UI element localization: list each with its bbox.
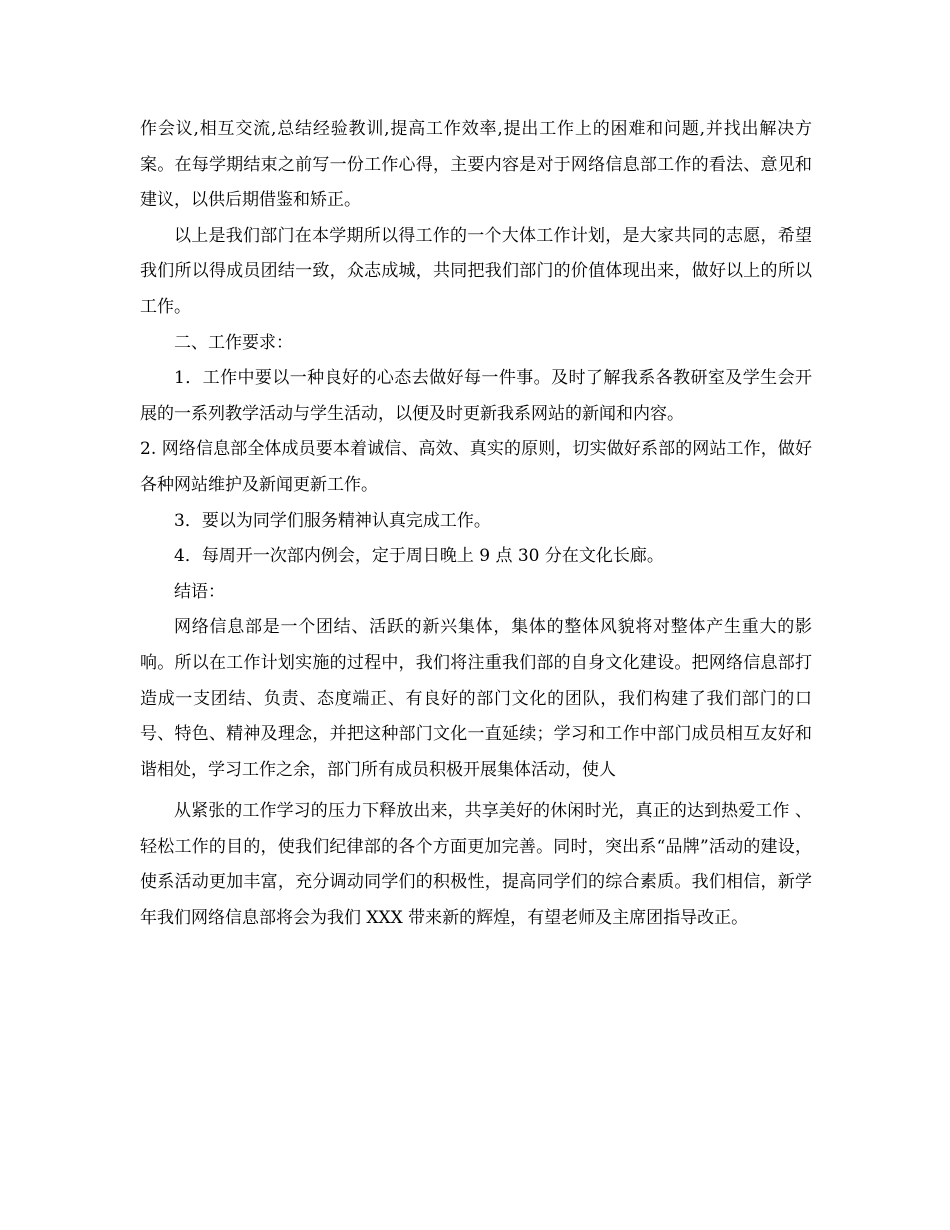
paragraph-plan-overview: 以上是我们部门在本学期所以得工作的一个大体工作计划，是大家共同的志愿，希望我们所以得成员团结一致，众志成城，共同把我们部门的价值体现出来，做好以上的所以工作。: [140, 225, 812, 317]
paragraph-conclusion-1: 网络信息部是一个团结、活跃的新兴集体，集体的整体风貌将对整体产生重大的影响。所以在工作计划实施的过程中，我们将注重我们部的自身文化建设。把网络信息部打造成一支团结、负责、态度端正、有良好的部门文化的团队，我们构建了我们部门的口号、特色、精神及理念，并把这种部门文化一直延续；学习和工作中部门成员相互友好和谐相处，学习工作之余，部门所有成员积极开展集体活动，使人: [140, 617, 812, 780]
requirement-item-2: 2. 网络信息部全体成员要本着诚信、高效、真实的原则，切实做好系部的网站工作，做好各种网站维护及新闻更新工作。: [140, 439, 812, 495]
requirement-item-4: 4．每周开一次部内例会，定于周日晚上 9 点 30 分在文化长廊。: [174, 546, 664, 567]
section-heading-conclusion: 结语：: [174, 581, 225, 602]
document-body: [140, 112, 812, 937]
paragraph-conclusion-2: 从紧张的工作学习的压力下释放出来，共享美好的休闲时光，真正的达到热爱工作 、轻松工作的目的，使我们纪律部的各个方面更加完善。同时，突出系“品牌”活动的建设，使系活动更加丰富，充分调动同学们的积极性，提高同学们的综合素质。我们相信，新学年我们网络信息部将会为我们 XXX 带来新的辉煌，有望老师及主席团指导改正。: [140, 801, 812, 929]
requirement-item-1: 1．工作中要以一种良好的心态去做好每一件事。及时了解我系各教研室及学生会开展的一系列教学活动与学生活动，以便及时更新我系网站的新闻和内容。: [140, 368, 812, 424]
requirement-item-3: 3．要以为同学们服务精神认真完成工作。: [174, 510, 491, 531]
paragraph-meeting-summary: 作会议,相互交流,总结经验教训,提高工作效率,提出工作上的困难和问题,并找出解决方案。在每学期结束之前写一份工作心得，主要内容是对于网络信息部工作的看法、意见和建议，以供后期借鉴和矫正。: [140, 119, 812, 211]
section-heading-work-requirements: 二、工作要求：: [174, 332, 293, 353]
